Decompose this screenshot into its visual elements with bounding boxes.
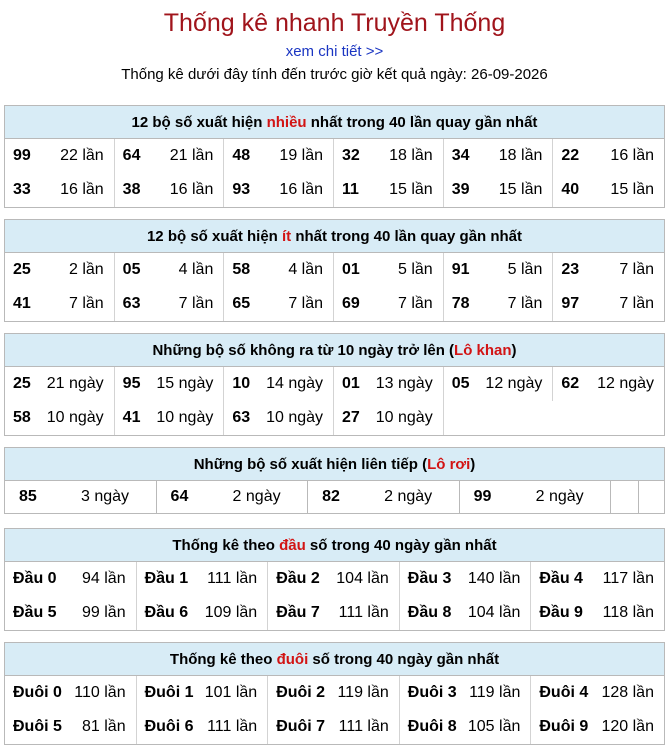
stat-key: 78 bbox=[451, 295, 470, 312]
stat-key: Đầu 9 bbox=[539, 604, 583, 621]
stat-cell bbox=[334, 173, 444, 207]
stat-cell bbox=[5, 596, 137, 630]
stat-value: 104 lần bbox=[467, 604, 521, 621]
stat-value: 15 lần bbox=[498, 181, 543, 198]
stat-value: 7 lần bbox=[507, 295, 543, 312]
duoi-section bbox=[4, 642, 665, 745]
empty-cell bbox=[444, 401, 554, 435]
stat-cell bbox=[531, 676, 664, 710]
title-text: Thống kê theo bbox=[172, 537, 280, 554]
stat-key: Đầu 6 bbox=[144, 604, 189, 621]
title-text: số trong 40 ngày gần nhất bbox=[305, 537, 497, 554]
stat-key: 41 bbox=[13, 295, 31, 312]
stat-value: 118 lần bbox=[602, 604, 654, 621]
stat-key: 34 bbox=[451, 147, 470, 164]
stat-cell bbox=[5, 710, 137, 744]
section-title bbox=[5, 106, 664, 139]
stat-value: 2 lần bbox=[68, 261, 104, 278]
stats-grid bbox=[5, 253, 664, 321]
section-title bbox=[5, 448, 664, 481]
stat-key: 25 bbox=[13, 261, 31, 278]
stat-key: 41 bbox=[122, 409, 141, 426]
lo-roi-cell bbox=[308, 481, 460, 513]
stats-grid bbox=[5, 139, 664, 207]
stat-cell bbox=[444, 253, 554, 287]
stat-value: 7 lần bbox=[288, 295, 324, 312]
lo-roi-cell bbox=[460, 481, 612, 513]
stat-cell bbox=[115, 287, 225, 321]
stat-key: 22 bbox=[561, 147, 580, 164]
stat-value: 7 lần bbox=[619, 295, 655, 312]
empty-cell bbox=[611, 481, 639, 513]
title-highlight: ít bbox=[282, 228, 292, 245]
stat-cell bbox=[553, 253, 664, 287]
stat-cell bbox=[334, 401, 444, 435]
stat-key: 69 bbox=[342, 295, 360, 312]
stat-value: 14 ngày bbox=[266, 375, 324, 392]
stat-key: Đuôi 0 bbox=[13, 684, 62, 701]
stat-key: Đầu 5 bbox=[13, 604, 57, 621]
stat-value: 119 lần bbox=[337, 684, 389, 701]
stat-cell bbox=[5, 173, 115, 207]
title-text: 12 bộ số xuất hiện bbox=[131, 114, 267, 131]
stat-cell bbox=[224, 367, 334, 401]
section-title bbox=[5, 529, 664, 562]
stat-value: 119 lần bbox=[469, 684, 521, 701]
stat-cell bbox=[115, 401, 225, 435]
stat-key: Đầu 3 bbox=[407, 570, 452, 587]
stat-key: 97 bbox=[561, 295, 580, 312]
stat-cell bbox=[137, 676, 269, 710]
stat-cell bbox=[334, 139, 444, 173]
stat-cell bbox=[334, 287, 444, 321]
stat-cell bbox=[268, 562, 400, 596]
stat-cell bbox=[531, 562, 664, 596]
table-row bbox=[5, 367, 664, 401]
table-row bbox=[5, 253, 664, 287]
stat-value: 15 ngày bbox=[156, 375, 214, 392]
stat-cell bbox=[224, 253, 334, 287]
stat-key: 64 bbox=[170, 488, 189, 505]
title-text: Những bộ số không ra từ 10 ngày trở lên ( bbox=[152, 342, 455, 359]
stat-value: 7 lần bbox=[397, 295, 433, 312]
stat-value: 13 ngày bbox=[375, 375, 433, 392]
stat-value: 22 lần bbox=[60, 147, 104, 164]
title-text: Thống kê theo bbox=[169, 651, 277, 668]
stat-value: 10 ngày bbox=[156, 409, 214, 426]
stat-value: 101 lần bbox=[204, 684, 258, 701]
stat-cell bbox=[553, 173, 664, 207]
stat-value: 5 lần bbox=[397, 261, 433, 278]
stat-cell bbox=[400, 562, 532, 596]
title-text: 12 bộ số xuất hiện bbox=[146, 228, 282, 245]
stat-cell bbox=[5, 401, 115, 435]
stat-value: 10 ngày bbox=[266, 409, 324, 426]
stat-cell bbox=[268, 710, 400, 744]
stat-key: 39 bbox=[451, 181, 470, 198]
page-header bbox=[0, 0, 669, 86]
stat-key: 99 bbox=[13, 147, 31, 164]
empty-cell bbox=[553, 401, 664, 435]
stat-cell bbox=[5, 676, 137, 710]
stat-key: 95 bbox=[122, 375, 141, 392]
title-text: số trong 40 ngày gần nhất bbox=[308, 651, 500, 668]
stat-value: 21 ngày bbox=[46, 375, 104, 392]
stat-key: 85 bbox=[19, 488, 37, 505]
stats-grid bbox=[5, 367, 664, 435]
stat-value: 10 ngày bbox=[46, 409, 104, 426]
stat-cell bbox=[444, 173, 554, 207]
stat-key: 48 bbox=[232, 147, 251, 164]
stat-value: 16 lần bbox=[279, 181, 324, 198]
stat-key: Đuôi 8 bbox=[407, 718, 457, 735]
stat-cell bbox=[268, 596, 400, 630]
stat-key: Đầu 7 bbox=[276, 604, 320, 621]
stat-value: 99 lần bbox=[82, 604, 126, 621]
stat-cell bbox=[553, 367, 664, 401]
stat-cell bbox=[224, 287, 334, 321]
stat-cell bbox=[400, 596, 532, 630]
stat-key: 99 bbox=[473, 488, 492, 505]
stat-key: 23 bbox=[561, 261, 580, 278]
stat-value: 109 lần bbox=[204, 604, 258, 621]
stat-value: 4 lần bbox=[178, 261, 214, 278]
stat-value: 16 lần bbox=[610, 147, 655, 164]
stat-cell bbox=[5, 253, 115, 287]
stat-key: 01 bbox=[342, 261, 360, 278]
stat-key: Đuôi 4 bbox=[539, 684, 589, 701]
stat-key: 32 bbox=[342, 147, 360, 164]
stat-key: 93 bbox=[232, 181, 251, 198]
stat-value: 140 lần bbox=[467, 570, 521, 587]
stat-cell bbox=[553, 287, 664, 321]
stat-value: 110 lần bbox=[74, 684, 126, 701]
stat-value: 10 ngày bbox=[375, 409, 433, 426]
stat-cell bbox=[115, 367, 225, 401]
stat-value: 3 ngày bbox=[81, 488, 130, 505]
title-text: ) bbox=[511, 342, 517, 359]
page-subtitle: Thống kê dưới đây tính đến trước giờ kết quả ngày: 26-09-2026 bbox=[121, 66, 548, 83]
stat-cell bbox=[115, 173, 225, 207]
table-row bbox=[5, 401, 664, 435]
stat-key: 64 bbox=[122, 147, 141, 164]
stat-key: Đầu 1 bbox=[144, 570, 189, 587]
title-highlight: Lô rơi bbox=[427, 456, 471, 473]
stat-cell bbox=[334, 253, 444, 287]
stat-value: 105 lần bbox=[467, 718, 521, 735]
stat-value: 15 lần bbox=[389, 181, 433, 198]
stat-key: Đầu 4 bbox=[539, 570, 583, 587]
title-text: nhất trong 40 lần quay gần nhất bbox=[291, 228, 523, 245]
stat-key: 58 bbox=[13, 409, 31, 426]
lo-roi-section bbox=[4, 447, 665, 514]
stats-grid bbox=[5, 676, 664, 744]
stat-cell bbox=[531, 596, 664, 630]
title-highlight: đầu bbox=[279, 537, 306, 554]
stat-value: 111 lần bbox=[207, 570, 258, 587]
stat-key: 82 bbox=[322, 488, 340, 505]
stat-key: Đuôi 3 bbox=[407, 684, 457, 701]
stat-key: 40 bbox=[561, 181, 580, 198]
stat-cell bbox=[334, 367, 444, 401]
stat-value: 2 ngày bbox=[232, 488, 281, 505]
section-title bbox=[5, 643, 664, 676]
section-title bbox=[5, 334, 664, 367]
title-highlight: Lô khan bbox=[454, 342, 512, 359]
stat-key: 25 bbox=[13, 375, 31, 392]
stat-cell bbox=[224, 401, 334, 435]
stat-value: 16 lần bbox=[60, 181, 104, 198]
stat-key: 27 bbox=[342, 409, 360, 426]
stat-value: 18 lần bbox=[498, 147, 543, 164]
title-text: Những bộ số xuất hiện liên tiếp ( bbox=[193, 456, 428, 473]
title-text: nhất trong 40 lần quay gần nhất bbox=[306, 114, 538, 131]
lo-roi-cell bbox=[157, 481, 309, 513]
page-title: Thống kê nhanh Truyền Thống bbox=[163, 9, 506, 37]
stat-value: 111 lần bbox=[207, 718, 258, 735]
empty-cell bbox=[639, 481, 664, 513]
stat-cell bbox=[444, 139, 554, 173]
stat-value: 4 lần bbox=[288, 261, 324, 278]
stat-cell bbox=[115, 253, 225, 287]
stat-value: 19 lần bbox=[279, 147, 324, 164]
details-link[interactable]: xem chi tiết >> bbox=[285, 43, 384, 60]
stat-key: 91 bbox=[451, 261, 470, 278]
stat-key: 33 bbox=[13, 181, 31, 198]
stat-cell bbox=[115, 139, 225, 173]
title-text: ) bbox=[470, 456, 476, 473]
lo-roi-row bbox=[5, 481, 664, 513]
stat-cell bbox=[137, 710, 269, 744]
least-frequent-section bbox=[4, 219, 665, 322]
table-row bbox=[5, 596, 664, 630]
stat-key: 58 bbox=[232, 261, 251, 278]
stats-grid bbox=[5, 562, 664, 630]
stat-key: 11 bbox=[342, 181, 359, 198]
lo-khan-section bbox=[4, 333, 665, 436]
stat-value: 2 ngày bbox=[535, 488, 584, 505]
stat-cell bbox=[444, 367, 554, 401]
stat-cell bbox=[268, 676, 400, 710]
stat-key: 05 bbox=[451, 375, 470, 392]
stat-value: 12 ngày bbox=[597, 375, 655, 392]
lo-roi-cell bbox=[5, 481, 157, 513]
stat-cell bbox=[400, 676, 532, 710]
stat-key: 38 bbox=[122, 181, 141, 198]
table-row bbox=[5, 710, 664, 744]
stat-cell bbox=[553, 139, 664, 173]
stat-cell bbox=[5, 287, 115, 321]
stat-cell bbox=[224, 173, 334, 207]
stat-value: 12 ngày bbox=[485, 375, 543, 392]
stat-key: Đuôi 9 bbox=[539, 718, 589, 735]
title-highlight: đuôi bbox=[276, 651, 309, 668]
stat-value: 81 lần bbox=[82, 718, 126, 735]
stat-value: 18 lần bbox=[389, 147, 433, 164]
section-title bbox=[5, 220, 664, 253]
stat-value: 7 lần bbox=[178, 295, 214, 312]
stat-cell bbox=[444, 287, 554, 321]
stat-value: 111 lần bbox=[338, 718, 389, 735]
stat-value: 94 lần bbox=[82, 570, 126, 587]
stat-key: 65 bbox=[232, 295, 251, 312]
stat-value: 111 lần bbox=[338, 604, 389, 621]
stat-value: 16 lần bbox=[169, 181, 214, 198]
table-row bbox=[5, 287, 664, 321]
table-row bbox=[5, 139, 664, 173]
stat-key: Đuôi 5 bbox=[13, 718, 62, 735]
stat-cell bbox=[137, 596, 269, 630]
stat-value: 7 lần bbox=[619, 261, 655, 278]
stat-key: 05 bbox=[122, 261, 141, 278]
stat-cell bbox=[531, 710, 664, 744]
stat-value: 120 lần bbox=[601, 718, 654, 735]
stat-key: Đầu 0 bbox=[13, 570, 57, 587]
stat-value: 117 lần bbox=[602, 570, 654, 587]
title-highlight: nhiều bbox=[266, 114, 307, 131]
table-row bbox=[5, 676, 664, 710]
table-row bbox=[5, 173, 664, 207]
stat-cell bbox=[224, 139, 334, 173]
stat-value: 5 lần bbox=[507, 261, 543, 278]
stat-value: 128 lần bbox=[601, 684, 654, 701]
stat-key: 10 bbox=[232, 375, 251, 392]
stat-cell bbox=[400, 710, 532, 744]
stat-key: Đuôi 7 bbox=[276, 718, 326, 735]
stat-cell bbox=[137, 562, 269, 596]
stat-cell bbox=[5, 139, 115, 173]
stat-key: Đuôi 6 bbox=[144, 718, 194, 735]
stat-value: 104 lần bbox=[336, 570, 389, 587]
table-row bbox=[5, 562, 664, 596]
stat-key: 63 bbox=[232, 409, 251, 426]
stat-value: 21 lần bbox=[169, 147, 214, 164]
dau-section bbox=[4, 528, 665, 631]
stat-value: 7 lần bbox=[68, 295, 104, 312]
stat-key: Đầu 8 bbox=[407, 604, 452, 621]
stat-value: 2 ngày bbox=[384, 488, 433, 505]
stat-key: Đầu 2 bbox=[276, 570, 320, 587]
stat-key: 62 bbox=[561, 375, 580, 392]
stat-cell bbox=[5, 562, 137, 596]
stat-key: Đuôi 2 bbox=[276, 684, 326, 701]
stat-key: 63 bbox=[122, 295, 141, 312]
stat-key: 01 bbox=[342, 375, 360, 392]
stat-value: 15 lần bbox=[610, 181, 655, 198]
stat-key: Đuôi 1 bbox=[144, 684, 194, 701]
most-frequent-section bbox=[4, 105, 665, 208]
stat-cell bbox=[5, 367, 115, 401]
